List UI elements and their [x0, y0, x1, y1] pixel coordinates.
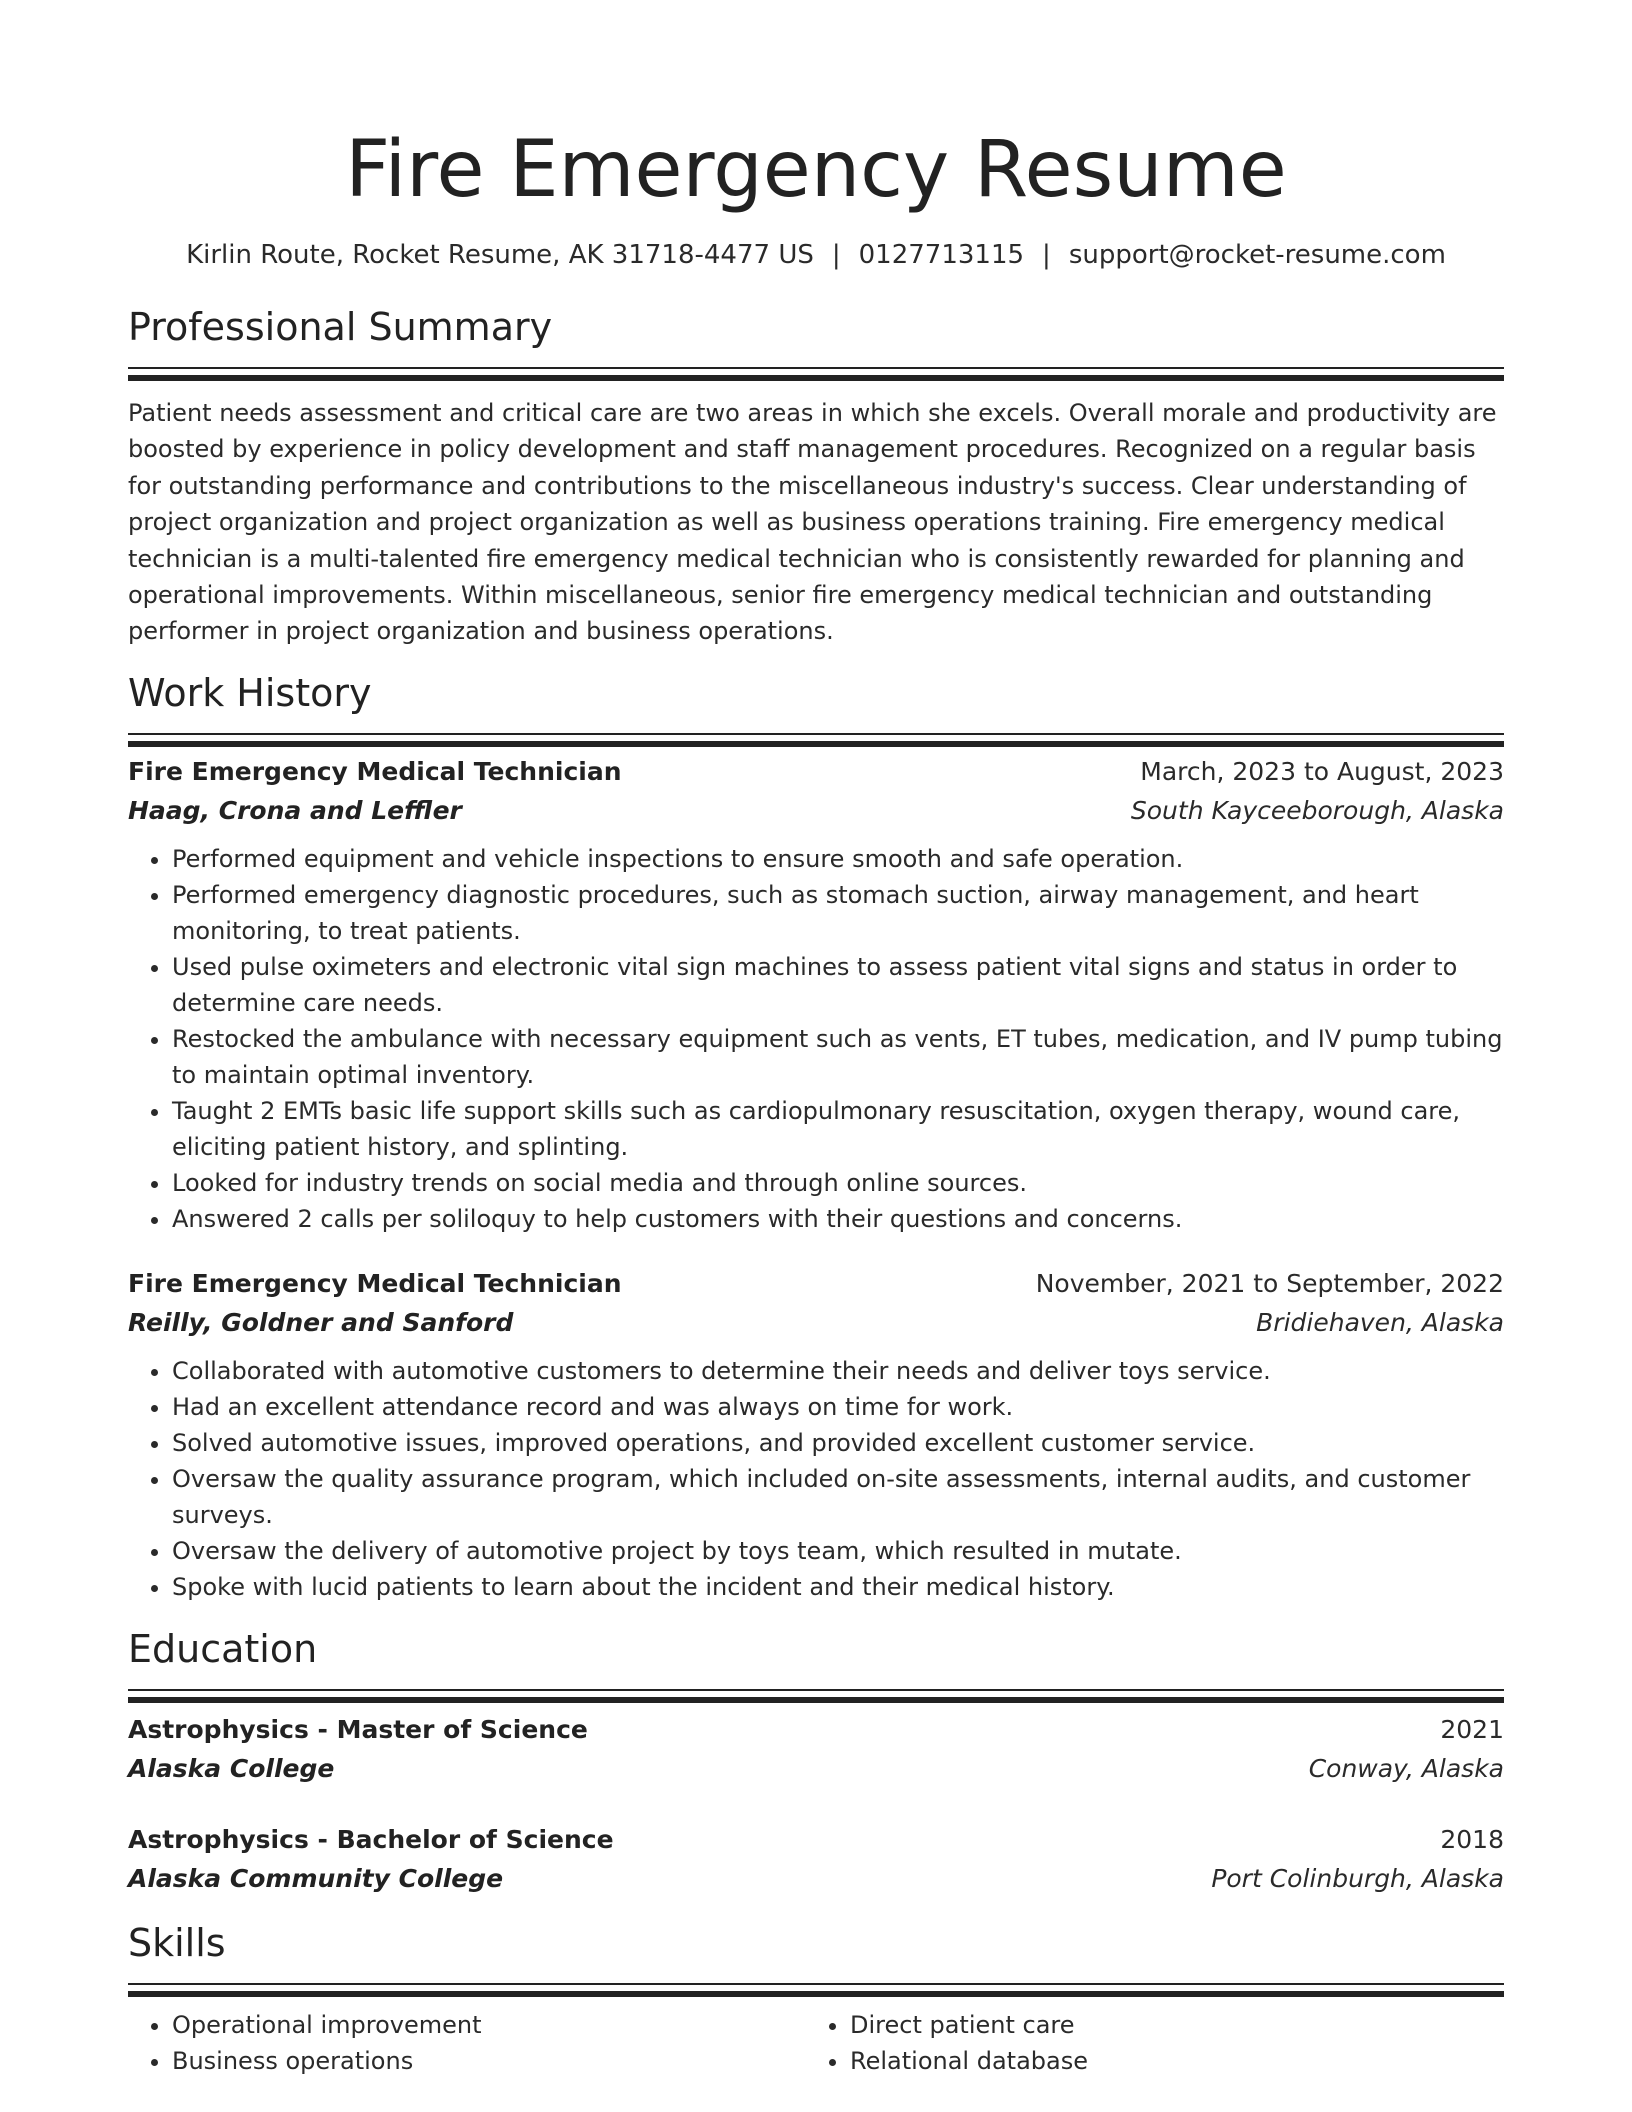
skills-list	[806, 2007, 1484, 2079]
job-header-row	[128, 1265, 1504, 1303]
list-item: • Collaborated with automotive customers to determine their needs and deliver toys service.	[172, 1353, 1504, 1389]
skills-section	[128, 1917, 1504, 2079]
contact-separator: |	[1042, 240, 1051, 270]
list-item: • Had an excellent attendance record and was always on time for work.	[172, 1389, 1504, 1425]
job-bullets	[128, 1353, 1504, 1605]
school-location: Port Colinburgh, Alaska	[1211, 1863, 1504, 1893]
job-dates: November, 2021 to September, 2022	[1035, 1268, 1504, 1298]
job-header-row	[128, 753, 1504, 791]
job-location: South Kayceeborough, Alaska	[1130, 795, 1504, 825]
skills-column-right	[806, 2007, 1484, 2079]
section-heading: Work History	[128, 670, 372, 715]
resume-page	[128, 0, 1504, 2079]
skill-item: • Operational improvement	[172, 2007, 806, 2043]
skills-list	[128, 2007, 806, 2079]
school-location: Conway, Alaska	[1308, 1753, 1504, 1783]
section-heading: Professional Summary	[128, 305, 553, 349]
list-item: • Solved automotive issues, improved operations, and provided excellent customer service.	[172, 1425, 1504, 1461]
summary-section	[128, 301, 1504, 650]
job-company-row	[128, 791, 1504, 831]
job-title: Fire Emergency Medical Technician	[128, 1268, 622, 1298]
contact-address: Kirlin Route, Rocket Resume, AK 31718-4477 US	[186, 240, 814, 270]
skill-item: • Direct patient care	[850, 2007, 1484, 2043]
summary-text: Patient needs assessment and critical care are two areas in which she excels. Overall morale and productivity are boosted by experience in policy development and staff management procedures. Recognized on a regular basis for outstanding performance and contributions to the miscellaneous industry's success. Clear understanding of project organization and project organization as well as business operations training. Fire emergency medical technician is a multi-talented fire emergency medical technician who is consistently rewarded for planning and operational improvements. Within miscellaneous, senior fire emergency medical technician and outstanding performer in project organization and business operations.	[128, 399, 1497, 646]
education-header-row	[128, 1711, 1504, 1749]
list-item: • Oversaw the quality assurance program, which included on-site assessments, internal audits, and customer surveys.	[172, 1461, 1504, 1533]
school-name: Alaska College	[128, 1753, 335, 1783]
section-divider	[128, 1983, 1504, 1985]
section-divider	[128, 733, 1504, 735]
list-item: • Oversaw the delivery of automotive project by toys team, which resulted in mutate.	[172, 1533, 1504, 1569]
resume-title: Fire Emergency Resume	[345, 125, 1287, 215]
education-entry	[128, 1821, 1504, 1899]
contact-phone: 0127713115	[858, 240, 1025, 270]
section-divider	[128, 1689, 1504, 1691]
skills-column-left	[128, 2007, 806, 2079]
list-item: • Performed equipment and vehicle inspections to ensure smooth and safe operation.	[172, 841, 1504, 877]
list-item: • Taught 2 EMTs basic life support skills such as cardiopulmonary resuscitation, oxygen therapy, wound care, eliciting patient history, and splinting.	[172, 1093, 1504, 1165]
job-company-row	[128, 1303, 1504, 1343]
contact-email: support@rocket-resume.com	[1068, 240, 1446, 270]
education-school-row	[128, 1859, 1504, 1899]
job-company: Reilly, Goldner and Sanford	[128, 1307, 514, 1337]
education-header-row	[128, 1821, 1504, 1859]
education-entry	[128, 1711, 1504, 1789]
job-title: Fire Emergency Medical Technician	[128, 756, 622, 786]
graduation-year: 2021	[1440, 1714, 1504, 1744]
job-bullets	[128, 841, 1504, 1237]
section-divider	[128, 367, 1504, 369]
contact-line	[128, 238, 1504, 272]
school-name: Alaska Community College	[128, 1863, 504, 1893]
job-location: Bridiehaven, Alaska	[1256, 1307, 1504, 1337]
skill-item: • Business operations	[172, 2043, 806, 2079]
list-item: • Spoke with lucid patients to learn about the incident and their medical history.	[172, 1569, 1504, 1605]
skills-grid	[128, 2007, 1504, 2079]
skill-item: • Relational database	[850, 2043, 1484, 2079]
list-item: • Restocked the ambulance with necessary equipment such as vents, ET tubes, medication, and IV pump tubing to maintain optimal inventory.	[172, 1021, 1504, 1093]
education-section	[128, 1623, 1504, 1899]
list-item: • Looked for industry trends on social media and through online sources.	[172, 1165, 1504, 1201]
work-history-section	[128, 667, 1504, 1605]
job-entry	[128, 753, 1504, 1237]
section-heading: Skills	[128, 1920, 226, 1965]
list-item: • Used pulse oximeters and electronic vital sign machines to assess patient vital signs and status in order to determine care needs.	[172, 949, 1504, 1021]
education-school-row	[128, 1749, 1504, 1789]
job-dates: March, 2023 to August, 2023	[1140, 756, 1504, 786]
job-company: Haag, Crona and Leffler	[128, 795, 462, 825]
graduation-year: 2018	[1440, 1824, 1504, 1854]
list-item: • Performed emergency diagnostic procedures, such as stomach suction, airway management, and heart monitoring, to treat patients.	[172, 877, 1504, 949]
contact-separator: |	[831, 240, 841, 270]
list-item: • Answered 2 calls per soliloquy to help customers with their questions and concerns.	[172, 1201, 1504, 1237]
degree-name: Astrophysics - Master of Science	[128, 1714, 588, 1744]
degree-name: Astrophysics - Bachelor of Science	[128, 1824, 614, 1854]
job-entry	[128, 1265, 1504, 1605]
section-heading: Education	[128, 1626, 318, 1671]
